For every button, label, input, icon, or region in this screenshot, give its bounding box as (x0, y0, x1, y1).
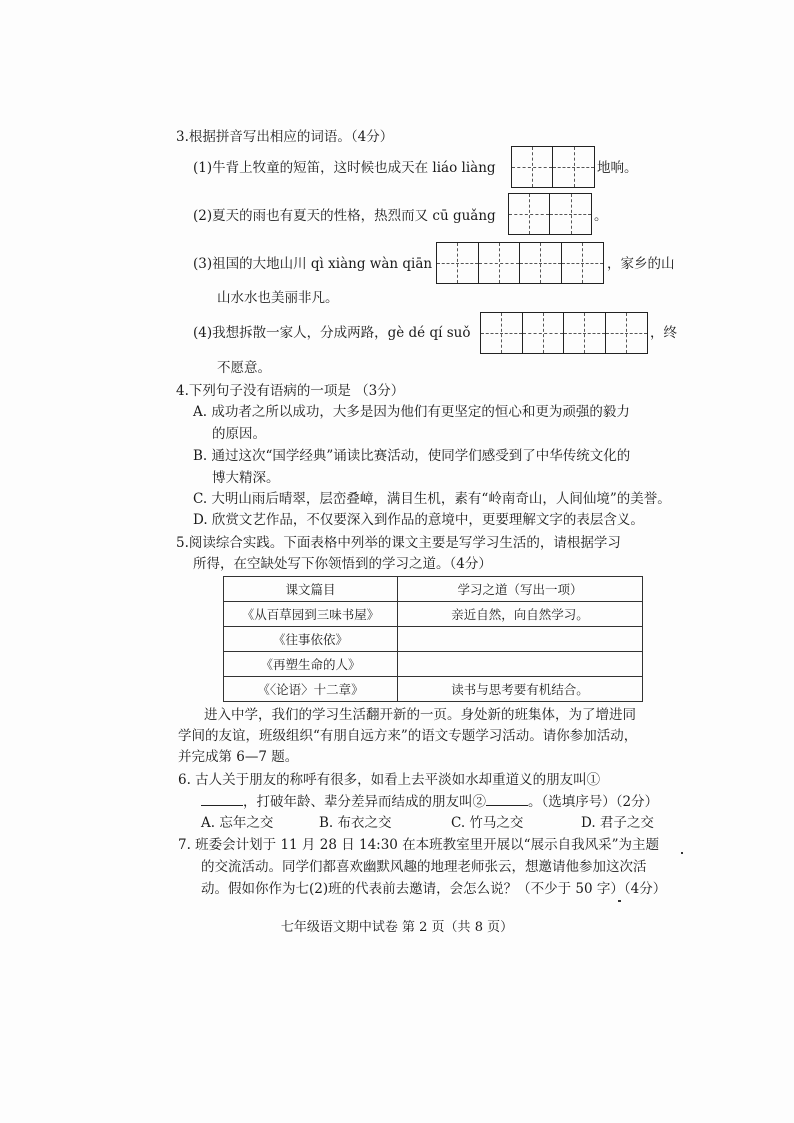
q6-blank-1[interactable] (201, 793, 243, 806)
q3-item2-after: 。 (594, 208, 608, 224)
intro-line1: 进入中学，我们的学习生活翻开新的一页。身处新的班集体，为了增进同 (204, 707, 636, 723)
q5-line2: 所得，在空缺处写下你领悟到的学习之道。（4分） (193, 556, 492, 572)
lesson-table (223, 576, 643, 702)
q4-title: 4.下列句子没有语病的一项是 （3分） (176, 383, 405, 399)
q3-item4-text: (4)我想拆散一家人，分成两路，gè dé qí suǒ (193, 325, 471, 341)
intro-line3: 并完成第 6—7 题。 (178, 749, 299, 765)
q6-option-a: A. 忘年之交 (201, 815, 274, 831)
q7-line2: 的交流活动。同学们都喜欢幽默风趣的地理老师张云，想邀请他参加这次活 (201, 859, 647, 875)
q7-line1: 7. 班委会计划于 11 月 28 日 14:30 在本班教室里开展以“展示自我风采”为主题 (178, 837, 659, 853)
scan-speck (618, 900, 621, 902)
lesson-title-cell: 《往事依依》 (224, 627, 398, 652)
page-footer: 七年级语文期中试卷 第 2 页（共 8 页） (280, 920, 514, 935)
method-answer-blank[interactable] (398, 652, 643, 677)
scan-speck (681, 852, 683, 854)
q5-line1: 5.阅读综合实践。下面表格中列举的课文主要是写学习生活的，请根据学习 (176, 535, 621, 551)
q4-option-c: C. 大明山雨后晴翠，层峦叠嶂，满目生机，素有“岭南奇山，人间仙境”的美誉。 (193, 491, 671, 507)
table-header-row (224, 577, 643, 602)
q3-item3-writing-grid[interactable] (436, 242, 604, 284)
table-row (224, 652, 643, 677)
table-header-lesson: 课文篇目 (224, 577, 398, 602)
q6-line2-end: 。（选填序号）（2分） (528, 794, 659, 810)
intro-line2: 学间的友谊，班级组织“有朋自远方来”的语文专题学习活动。请你参加活动， (178, 728, 638, 744)
q3-title: 3.根据拼音写出相应的词语。（4分） (176, 129, 394, 145)
q3-item4-after: ，终 (650, 325, 677, 341)
q6-line2 (201, 793, 658, 811)
lesson-title-cell: 《再塑生命的人》 (224, 652, 398, 677)
q4-option-d: D. 欣赏文艺作品，不仅要深入到作品的意境中，更要理解文字的表层含义。 (193, 512, 644, 528)
q6-line1: 6. 古人关于朋友的称呼有很多，如看上去平淡如水却重道义的朋友叫① (178, 772, 601, 788)
q3-item4-continuation: 不愿意。 (217, 360, 271, 376)
q6-blank-2[interactable] (486, 793, 528, 806)
q6-option-b: B. 布衣之交 (319, 815, 392, 831)
q4-option-b: B. 通过这次“国学经典”诵读比赛活动，使同学们感受到了中华传统文化的 (193, 448, 631, 464)
q3-item1-text: (1)牛背上牧童的短笛，这时候也成天在 liáo liàng (193, 160, 496, 176)
method-answer-blank[interactable] (398, 627, 643, 652)
q6-option-c: C. 竹马之交 (451, 815, 524, 831)
q3-item2-text: (2)夏天的雨也有夏天的性格，热烈而又 cū guǎng (193, 208, 496, 224)
method-cell: 亲近自然，向自然学习。 (398, 602, 643, 627)
q3-item3-after: ，家乡的山 (607, 256, 675, 272)
q4-option-b-cont: 博大精深。 (212, 470, 280, 486)
q7-line3: 动。假如你作为七(2)班的代表前去邀请，会怎么说？（不少于 50 字）（4分） (201, 881, 667, 897)
q3-item3-continuation: 山水水也美丽非凡。 (217, 290, 339, 306)
q3-item2-writing-grid[interactable] (508, 193, 592, 235)
q3-item1-after: 地响。 (597, 160, 638, 176)
method-cell: 读书与思考要有机结合。 (398, 677, 643, 702)
q4-option-a-cont: 的原因。 (212, 426, 266, 442)
q6-option-d: D. 君子之交 (581, 815, 654, 831)
lesson-title-cell: 《〈论语〉十二章》 (224, 677, 398, 702)
table-header-method: 学习之道（写出一项） (398, 577, 643, 602)
q3-item1-writing-grid[interactable] (511, 146, 595, 188)
q3-item3-text: (3)祖国的大地山川 qì xiàng wàn qiān (193, 256, 433, 272)
q4-option-a: A. 成功者之所以成功，大多是因为他们有更坚定的恒心和更为顽强的毅力 (193, 404, 630, 420)
lesson-title-cell: 《从百草园到三味书屋》 (224, 602, 398, 627)
q6-line2-middle: ，打破年龄、辈分差异而结成的朋友叫② (243, 794, 486, 810)
table-row (224, 627, 643, 652)
table-row (224, 602, 643, 627)
table-row (224, 677, 643, 702)
q3-item4-writing-grid[interactable] (480, 312, 648, 354)
